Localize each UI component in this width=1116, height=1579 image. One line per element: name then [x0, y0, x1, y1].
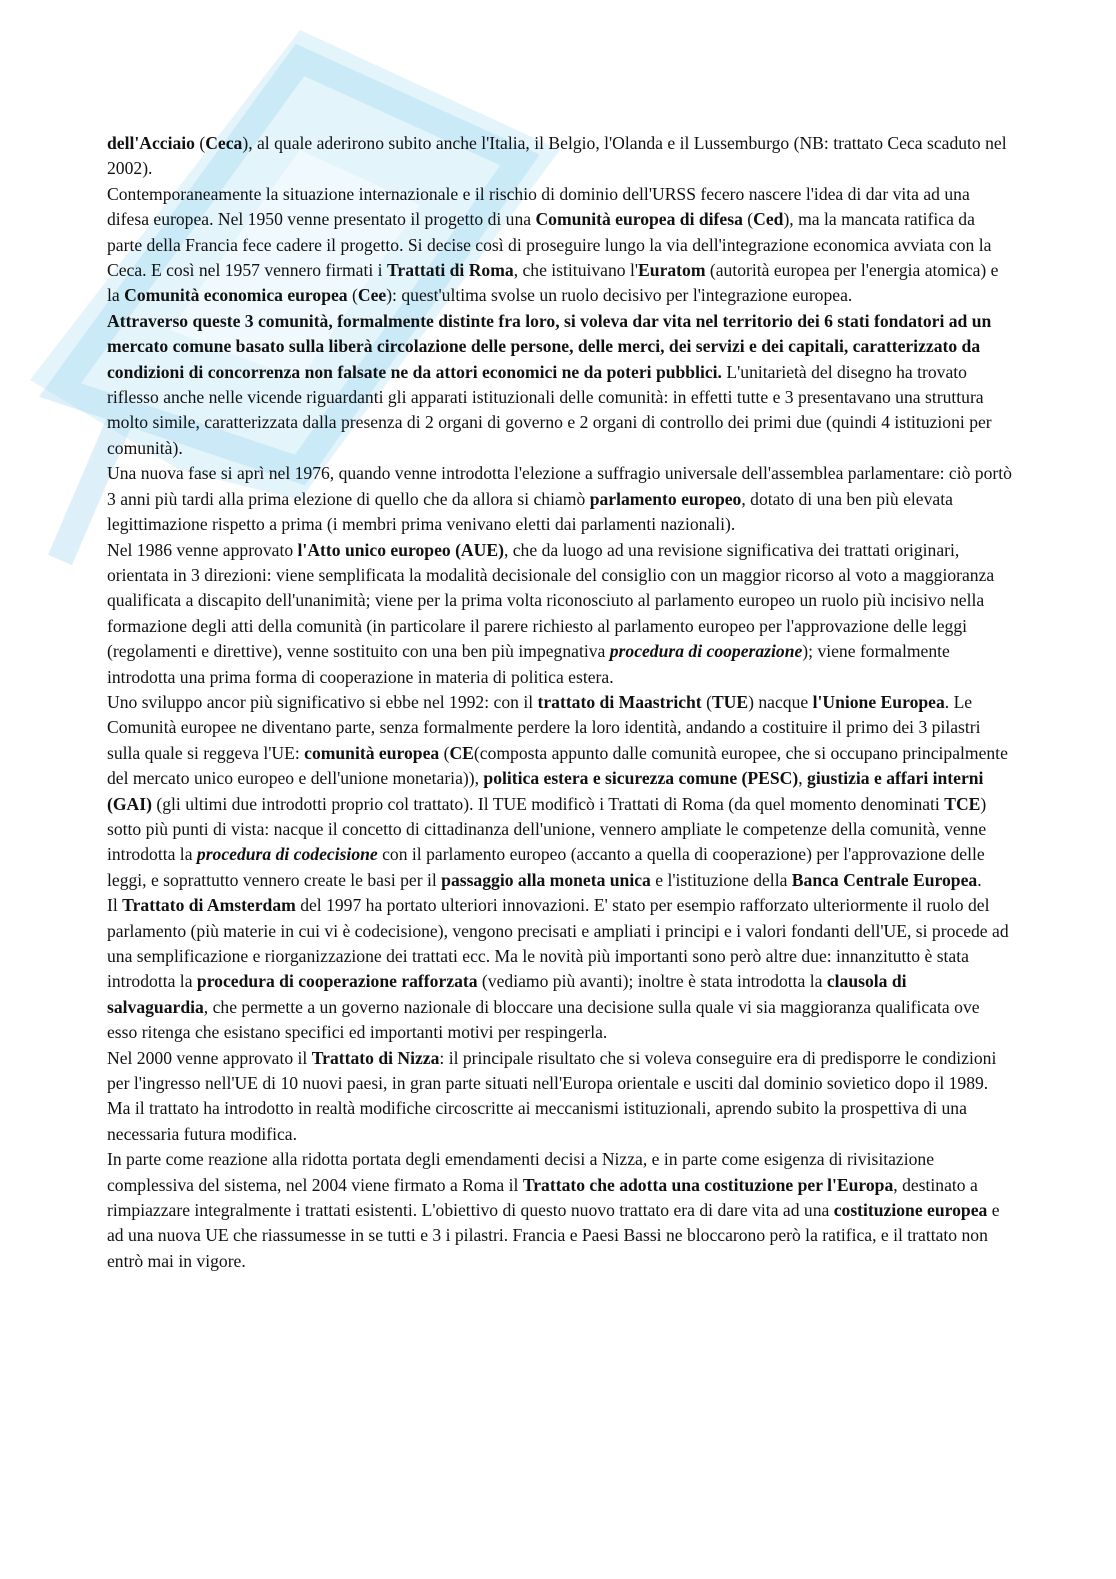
text-run: Uno sviluppo ancor più significativo si ebbe nel 1992: con il: [107, 691, 538, 712]
text-run: ); viene formalmente introdotta una prima forma di cooperazione in materia di politica estera.: [107, 641, 950, 687]
text-run: Nel 1986 venne approvato: [107, 539, 298, 560]
paragraph: [107, 1046, 1012, 1148]
text-run: (autorità europea per l'energia atomica) e la: [107, 260, 999, 306]
text-run: , dotato di una ben più elevata legittimazione rispetto a prima (i membri prima venivano eletti dai parlamenti nazionali).: [107, 488, 953, 535]
paragraph: [107, 131, 1012, 182]
text-run: ): quest'ultima svolse un ruolo decisivo per l'integrazione europea.: [386, 285, 853, 306]
text-run: : il principale risultato che si voleva conseguire era di predisporre le condizioni per l'ingresso nell'UE di 10 nuovi paesi, in gran parte situati nell'Europa orientale e usciti dal dominio sovietico dopo il 1989. Ma il trattato ha introdotto in realtà modifiche circoscritte ai meccanismi istituzionali, aprendo subito la prospettiva di una necessaria futura modifica.: [107, 1047, 997, 1144]
emphasis-text: Trattati di Roma: [386, 260, 514, 281]
text-run: (: [194, 133, 206, 153]
emphasis-text: politica estera e sicurezza comune (PESC): [483, 768, 799, 789]
text-run: Contemporaneamente la situazione internazionale e il rischio di dominio dell'URSS fecero nascere l'idea di dar vita ad una difesa europea. Nel 1950 venne presentato il progetto di una: [107, 183, 970, 230]
emphasis-text: Attraverso queste 3 comunità, formalmente distinte fra loro, si voleva dar vita nel territorio dei 6 stati fondatori ad un mercato comune basato sulla liberà circolazione delle persone, delle merci, dei servizi e dei capitali, caratterizzato da condizioni di concorrenza non falsate ne da attori economici ne da poteri pubblici.: [107, 310, 992, 382]
text-run: In parte come reazione alla ridotta portata degli emendamenti decisi a Nizza, e in parte come esigenza di rivisitazione complessiva del sistema, nel 2004 viene firmato a Roma il: [107, 1149, 935, 1195]
paragraph: [107, 538, 1012, 690]
emphasis-text: Cee: [357, 285, 387, 306]
emphasis-text: TUE: [711, 691, 749, 712]
text-run: .: [977, 869, 982, 890]
text-run: ), al quale aderirono subito anche l'Italia, il Belgio, l'Olanda e il Lussemburgo (NB: trattato Ceca scaduto nel 2002).: [107, 133, 1007, 179]
emphasis-text: comunità europea: [304, 742, 440, 763]
text-run: Il: [107, 895, 123, 916]
emphasis-text: l'Atto unico europeo (AUE): [297, 539, 504, 560]
emphasis-text: CE: [449, 742, 474, 763]
paragraph: [107, 893, 1012, 1045]
paragraph: [107, 1147, 1012, 1274]
text-run: . Le Comunità europee ne diventano parte, senza formalmente perdere la loro identità, andando a costituire il primo dei 3 pilastri sulla quale si reggeva l'UE:: [107, 691, 981, 763]
text-run: , che permette a un governo nazionale di bloccare una decisione sulla quale vi sia maggioranza qualificata ove esso ritenga che esistano specifici ed importanti motivi per respingerla.: [107, 996, 980, 1043]
emphasis-text: procedura di cooperazione: [609, 641, 803, 662]
text-run: con il parlamento europeo (accanto a quella di cooperazione) per l'approvazione delle leggi, e soprattutto vennero create le basi per il: [107, 844, 985, 890]
paragraph: [107, 690, 1012, 893]
text-run: del 1997 ha portato ulteriori innovazioni. E' stato per esempio rafforzato ulteriormente il ruolo del parlamento (più materie in cui vi è codecisione), vengono precisati e ampliati i principi e i valori fondanti dell'UE, si procede ad una semplificazione e riorganizzazione dei trattati ecc. Ma le novità più importanti sono però altre due: innanzitutto è stata introdotta la: [107, 895, 1009, 992]
emphasis-text: TCE: [944, 793, 981, 814]
emphasis-text: Ced: [753, 209, 784, 230]
text-run: , destinato a rimpiazzare integralmente i trattati esistenti. L'obiettivo di questo nuovo trattato era di dare vita ad una: [107, 1174, 978, 1221]
emphasis-text: l'Unione Europea: [812, 691, 945, 712]
text-run: ), ma la mancata ratifica da parte della Francia fece cadere il progetto. Si decise così di proseguire lungo la via dell'integrazione economica avviata con la Ceca. E così nel 1957 vennero firmati i: [107, 209, 992, 281]
emphasis-text: parlamento europeo: [589, 488, 742, 509]
emphasis-text: Ceca: [205, 133, 243, 153]
text-run: (gli ultimi due introdotti proprio col trattato). Il TUE modificò i Trattati di Roma (da quel momento denominati: [151, 793, 945, 814]
emphasis-text: Comunità economica europea: [124, 285, 348, 306]
text-run: ,: [798, 768, 808, 789]
paragraph: [107, 182, 1012, 309]
emphasis-text: passaggio alla moneta unica: [441, 869, 651, 890]
document-body: [107, 131, 1012, 1274]
emphasis-text: Banca Centrale Europea: [791, 869, 978, 890]
text-run: , che istituivano l': [513, 260, 639, 281]
text-run: L'unitarietà del disegno ha trovato riflesso anche nelle vicende riguardanti gli apparati istituzionali delle comunità: in effetti tutte e 3 presentavano una struttura molto simile, caratterizzata dalla presenza di 2 organi di governo e 2 organi di controllo dei primi due (quindi 4 istituzioni per comunità).: [107, 361, 992, 458]
emphasis-text: giustizia e affari interni (GAI): [107, 768, 984, 814]
emphasis-text: costituzione europea: [833, 1200, 988, 1221]
paragraph: [107, 309, 1012, 461]
text-run: e l'istituzione della: [650, 869, 792, 890]
emphasis-text: procedura di codecisione: [196, 844, 378, 865]
text-run: e ad una nuova UE che riassumesse in se tutti e 3 i pilastri. Francia e Paesi Bassi ne bloccarono però la ratifica, e il trattato non entrò mai in vigore.: [107, 1200, 1000, 1271]
text-run: ) sotto più punti di vista: nacque il concetto di cittadinanza dell'unione, vennero ampliate le competenze della comunità, venne introdotta la: [107, 793, 987, 865]
text-run: (: [742, 209, 754, 230]
text-run: (: [701, 691, 712, 712]
text-run: (: [347, 285, 358, 306]
text-run: (: [439, 742, 450, 763]
text-run: , che da luogo ad una revisione significativa dei trattati originari, orientata in 3 direzioni: viene semplificata la modalità decisionale del consiglio con un maggior ricorso al voto a maggioranza qualificata a discapito dell'unanimità; viene per la prima volta riconosciuto al parlamento europeo un ruolo più incisivo nella formazione degli atti della comunità (in particolare il parere richiesto al parlamento europeo per l'approvazione delle leggi (regolamenti e direttive), venne sostituito con una ben più impegnativa: [107, 539, 995, 662]
emphasis-text: trattato di Maastricht: [537, 691, 702, 712]
text-run: (composta appunto dalle comunità europee, che si occupano principalmente del mercato unico europeo e dell'unione monetaria)),: [107, 742, 1008, 789]
emphasis-text: Euratom: [638, 260, 706, 281]
text-run: Nel 2000 venne approvato il: [107, 1047, 312, 1068]
emphasis-text: procedura di cooperazione rafforzata: [196, 971, 478, 992]
paragraph: [107, 461, 1012, 537]
emphasis-text: Comunità europea di difesa: [535, 209, 743, 230]
text-run: ) nacque: [748, 691, 813, 712]
text-run: (vediamo più avanti); inoltre è stata introdotta la: [477, 971, 827, 992]
text-run: Una nuova fase si aprì nel 1976, quando venne introdotta l'elezione a suffragio universale dell'assemblea parlamentare: ciò portò 3 anni più tardi alla prima elezione di quello che da allora si chiamò: [107, 463, 1012, 509]
emphasis-text: dell'Acciaio: [107, 133, 195, 153]
emphasis-text: Trattato di Nizza: [311, 1047, 440, 1068]
emphasis-text: clausola di salvaguardia: [107, 971, 907, 1017]
emphasis-text: Trattato di Amsterdam: [122, 895, 296, 916]
emphasis-text: Trattato che adotta una costituzione per l'Europa: [522, 1174, 894, 1195]
